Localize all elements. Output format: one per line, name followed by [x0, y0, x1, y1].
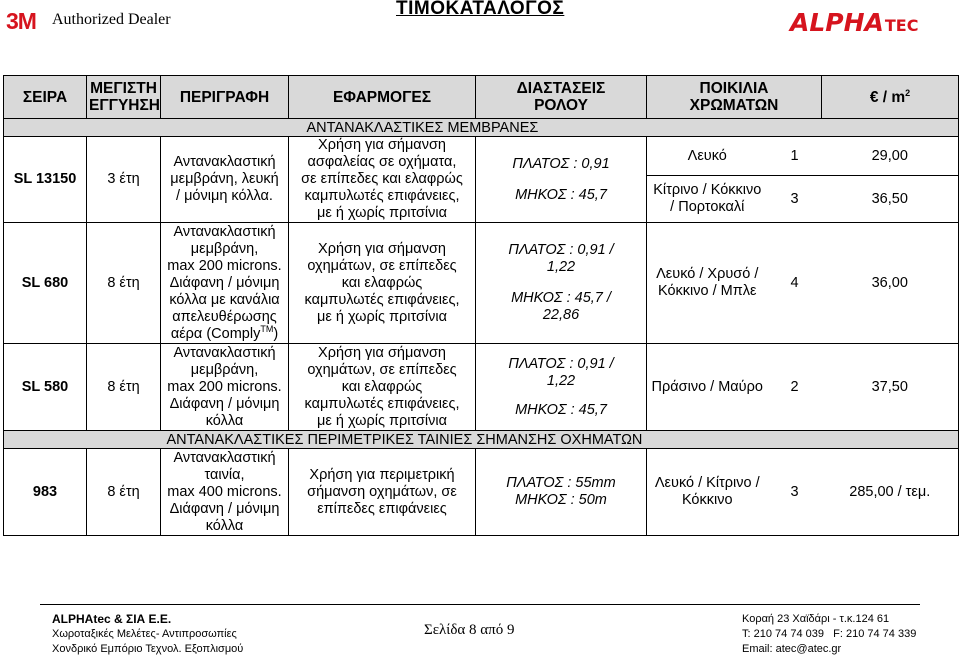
table-row: [4, 223, 959, 344]
description: [161, 344, 289, 431]
header-series: ΣΕΙΡΑ: [4, 76, 87, 119]
applications-line: Χρήση για σήμανση: [318, 344, 446, 361]
description-line: [163, 323, 286, 343]
color: [647, 176, 768, 223]
applications-line: οχημάτων, σε επίπεδες: [307, 361, 457, 378]
footer-phones: Τ: 210 74 74 039 F: 210 74 74 339: [742, 628, 917, 640]
applications-line: οχημάτων, σε επίπεδες: [307, 257, 457, 274]
description-line: Διάφανη / μόνιμη: [169, 274, 280, 291]
alphatec-logo-main: ALPHA: [790, 8, 884, 37]
page-header: [0, 0, 960, 40]
applications-line: ασφαλείας σε οχήματα,: [307, 154, 457, 170]
header-warranty: [87, 76, 161, 119]
footer-contact: [742, 612, 916, 657]
warranty: 8 έτη: [87, 223, 161, 344]
table-row: [4, 344, 959, 431]
footer-company-line: Χωροταξικές Μελέτες- Αντιπροσωπίες: [52, 628, 237, 640]
description-line: max 200 microns.: [167, 257, 282, 274]
table-row: [4, 449, 959, 536]
applications-line: με ή χωρίς πριτσίνια: [317, 412, 447, 429]
applications-line: καμπυλωτές επιφάνειες,: [304, 291, 460, 308]
description: [161, 449, 289, 536]
series-code: SL 580: [4, 344, 87, 431]
applications-line: σήμανση οχημάτων, σε: [307, 483, 457, 500]
applications-line: και ελαφρώς: [341, 274, 423, 291]
header-dimensions-l2: ΡΟΛΟΥ: [534, 97, 588, 114]
footer-divider: [40, 604, 920, 605]
description-line: κόλλα: [205, 412, 244, 429]
header-dimensions: [476, 76, 647, 119]
color-line: Κίτρινο / Κόκκινο: [653, 182, 762, 199]
price: 29,00: [822, 137, 959, 176]
description-line: μεμβράνη,: [190, 240, 259, 257]
table-header-row: [4, 76, 959, 119]
description-line: Αντανακλαστική: [173, 154, 276, 170]
roll-dimensions: [476, 344, 647, 431]
color-code: 3: [768, 449, 822, 536]
warranty: 8 έτη: [87, 449, 161, 536]
color-code: 3: [768, 176, 822, 223]
section-row: [4, 431, 959, 449]
description-line: Αντανακλαστική: [173, 223, 276, 240]
applications-line: με ή χωρίς πριτσίνια: [317, 205, 447, 221]
description-line: μεμβράνη, λευκή: [170, 171, 279, 187]
header-applications: ΕΦΑΡΜΟΓΕΣ: [289, 76, 476, 119]
roll-width-alt: 1,22: [546, 259, 576, 275]
color: Λευκό: [647, 137, 768, 176]
series-code: SL 13150: [4, 137, 87, 223]
description-line: / μόνιμη κόλλα.: [176, 188, 273, 204]
alphatec-logo-sub: TEC: [884, 16, 919, 35]
description-line: κόλλα με κανάλια: [169, 291, 280, 308]
description-line: κόλλα: [205, 517, 244, 534]
footer-address: Κοραή 23 Χαϊδάρι - τ.κ.124 61: [742, 613, 890, 625]
series-code: SL 680: [4, 223, 87, 344]
description-line: max 400 microns.: [167, 483, 282, 500]
price-table: [3, 75, 959, 536]
page-number: Σελίδα 8 από 9: [424, 622, 515, 638]
header-warranty-l1: ΜΕΓΙΣΤΗ: [90, 80, 157, 97]
footer-company-name: ALPHAtec & ΣΙΑ Ε.Ε.: [52, 612, 172, 626]
roll-dimensions: [476, 223, 647, 344]
footer-company-line: Χονδρικό Εμπόριο Τεχνολ. Εξοπλισμού: [52, 643, 244, 655]
alphatec-logo: [790, 8, 918, 37]
description-line: ταινία,: [204, 466, 245, 483]
comply-text: αέρα (Comply: [170, 325, 261, 342]
description: [161, 223, 289, 344]
roll-length: ΜΗΚΟΣ : 50m: [515, 492, 607, 508]
color-code: 4: [768, 223, 822, 344]
roll-dimensions: [476, 137, 647, 223]
header-warranty-l2: ΕΓΓΥΗΣΗ: [89, 97, 160, 114]
price: 36,00: [822, 223, 959, 344]
section-title-tapes: ΑΝΤΑΝΑΚΛΑΣΤΙΚΕΣ ΠΕΡΙΜΕΤΡΙΚΕΣ ΤΑΙΝΙΕΣ ΣΗΜΑΝΣΗΣ ΟΧΗΜΑΤΩΝ: [161, 431, 822, 449]
trademark-sup: TM: [260, 323, 274, 334]
color: [647, 449, 768, 536]
applications: [289, 137, 476, 223]
color-code: 1: [768, 137, 822, 176]
color-line: Κόκκινο / Μπλε: [658, 283, 757, 299]
warranty: 8 έτη: [87, 344, 161, 431]
header-description: ΠΕΡΙΓΡΑΦΗ: [161, 76, 289, 119]
applications-line: καμπυλωτές επιφάνειες,: [304, 395, 460, 412]
header-colors: [647, 76, 822, 119]
color: Πράσινο / Μαύρο: [647, 344, 768, 431]
table-row: [4, 137, 959, 176]
description-line: max 200 microns.: [167, 378, 282, 395]
description-line: Αντανακλαστική: [173, 449, 276, 466]
header-dimensions-l1: ΔΙΑΣΤΑΣΕΙΣ: [516, 80, 606, 97]
section-row: [4, 119, 959, 137]
roll-width-alt: 1,22: [546, 372, 576, 389]
applications-line: Χρήση για σήμανση: [318, 137, 446, 153]
authorized-dealer-label: Authorized Dealer: [52, 11, 171, 28]
description-line: Αντανακλαστική: [173, 344, 276, 361]
applications: [289, 344, 476, 431]
description-line: απελευθέρωσης: [172, 308, 277, 325]
price: 36,50: [822, 176, 959, 223]
roll-length: ΜΗΚΟΣ : 45,7: [515, 401, 607, 418]
header-colors-l2: ΧΡΩΜΑΤΩΝ: [689, 97, 779, 114]
applications-line: Χρήση για περιμετρική: [309, 466, 455, 483]
applications-line: και ελαφρώς: [341, 378, 423, 395]
roll-length: ΜΗΚΟΣ : 45,7 /: [511, 290, 611, 306]
description-line: μεμβράνη,: [190, 361, 259, 378]
section-title-membranes: ΑΝΤΑΝΑΚΛΑΣΤΙΚΕΣ ΜΕΜΒΡΑΝΕΣ: [289, 119, 647, 137]
description-line: Διάφανη / μόνιμη: [169, 395, 280, 412]
roll-width: ΠΛΑΤΟΣ : 0,91 /: [508, 355, 614, 372]
description-line: Διάφανη / μόνιμη: [169, 500, 280, 517]
warranty: 3 έτη: [87, 137, 161, 223]
header-colors-l1: ΠΟΙΚΙΛΙΑ: [699, 80, 769, 97]
description: [161, 137, 289, 223]
series-code: 983: [4, 449, 87, 536]
price: 285,00 / τεμ.: [822, 449, 959, 536]
footer-company: [52, 612, 243, 657]
applications-line: με ή χωρίς πριτσίνια: [317, 308, 447, 325]
applications-line: καμπυλωτές επιφάνειες,: [304, 188, 460, 204]
header-price-prefix: € / m: [869, 88, 906, 106]
page-title: ΤΙΜΟΚΑΤΑΛΟΓΟΣ: [396, 0, 565, 19]
roll-width: ΠΛΑΤΟΣ : 0,91: [512, 155, 610, 172]
header-price-sup: 2: [905, 87, 911, 98]
applications-line: Χρήση για σήμανση: [318, 240, 446, 257]
applications: [289, 449, 476, 536]
applications-line: επίπεδες επιφάνειες: [317, 500, 447, 517]
roll-dimensions: [476, 449, 647, 536]
header-price: [822, 76, 959, 119]
3m-logo: 3M: [6, 8, 36, 34]
color: [647, 223, 768, 344]
color-line: Λευκό / Κίτρινο /: [654, 475, 760, 491]
roll-length-alt: 22,86: [542, 307, 580, 323]
roll-width: ΠΛΑΤΟΣ : 55mm: [506, 475, 616, 491]
comply-end: ): [273, 325, 279, 342]
color-code: 2: [768, 344, 822, 431]
roll-width: ΠΛΑΤΟΣ : 0,91 /: [508, 242, 614, 258]
applications: [289, 223, 476, 344]
roll-length: ΜΗΚΟΣ : 45,7: [515, 186, 607, 203]
color-line: Λευκό / Χρυσό /: [656, 266, 759, 282]
color-line: Κόκκινο: [681, 492, 733, 508]
applications-line: σε επίπεδες και ελαφρώς: [301, 171, 463, 187]
color-line: / Πορτοκαλί: [670, 199, 745, 216]
footer-email: Email: atec@atec.gr: [742, 643, 842, 655]
price: 37,50: [822, 344, 959, 431]
